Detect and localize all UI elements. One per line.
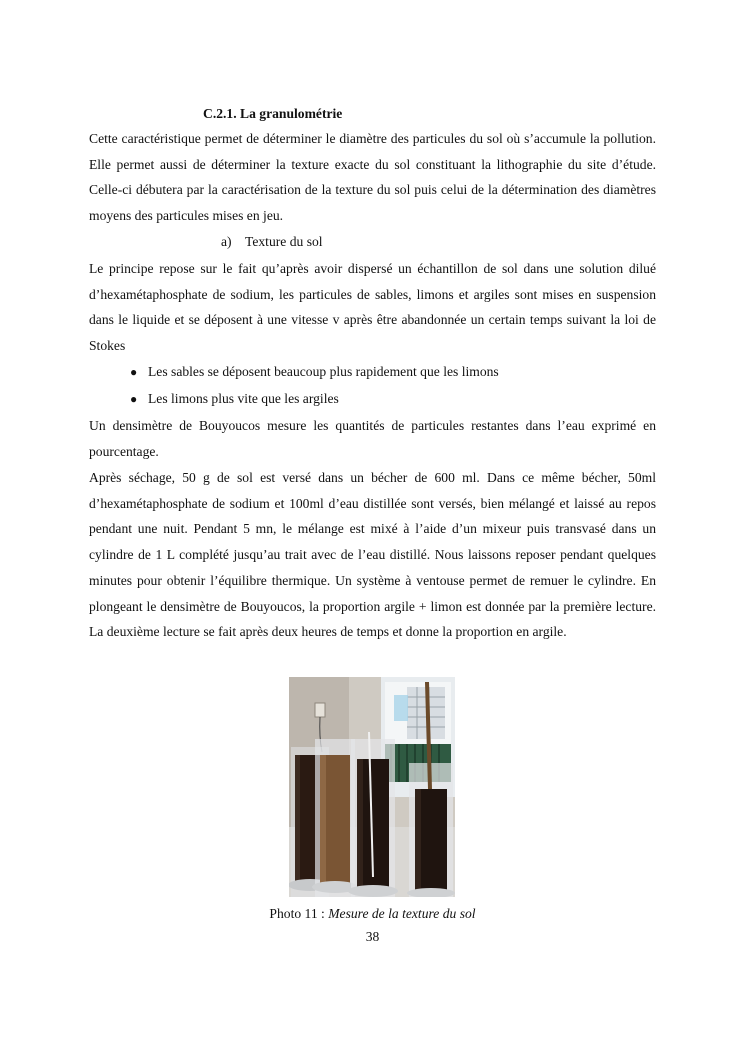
- bullet-text: Les limons plus vite que les argiles: [148, 391, 339, 406]
- list-item: [130, 364, 499, 380]
- intro-text: Cette caractéristique permet de déterminer le diamètre des particules du sol où s’accumule la pollution. Elle permet aussi de déterminer la texture exacte du sol constituant la lithographie du site d’étude. Celle-ci débutera par la caractérisation de la texture du sol puis celui de la détermination des diamètres moyens des particules mises en jeu.: [89, 131, 656, 224]
- list-item: [130, 391, 339, 407]
- densimeter-text: Un densimètre de Bouyoucos mesure les quantités de particules restantes dans l’eau exprimé en pourcentage.: [89, 418, 656, 459]
- bullet-icon: ●: [130, 392, 138, 406]
- section-heading: C.2.1. La granulométrie: [203, 106, 343, 121]
- page-number: 38: [365, 929, 380, 944]
- procedure-paragraph: [89, 465, 656, 645]
- figure-label: Photo 11 :: [269, 906, 325, 921]
- intro-paragraph: [89, 126, 656, 229]
- subsection-number: a): [221, 234, 232, 249]
- bullet-text: Les sables se déposent beaucoup plus rapidement que les limons: [148, 364, 499, 379]
- bullet-icon: ●: [130, 365, 138, 379]
- subsection-title: Texture du sol: [245, 234, 323, 249]
- procedure-text: Après séchage, 50 g de sol est versé dans un bécher de 600 ml. Dans ce même bécher, 50ml d’hexamétaphosphate de sodium et 100ml d’eau distillée sont versés, bien mélangé et laissé au repos pendant une nuit. Pendant 5 mn, le mélange est mixé à l’aide d’un mixeur puis transvasé dans un cylindre de 1 L complété jusqu’au trait avec de l’eau distillé. Nous laissons reposer pendant quelques minutes pour obtenir l’équilibre thermique. Un système à ventouse permet de remuer le cylindre. En plongeant le densimètre de Bouyoucos, la proportion argile + limon est donnée par la première lecture. La deuxième lecture se fait après deux heures de temps et donne la proportion en argile.: [89, 470, 656, 640]
- sedimentation-cylinders-photo: [289, 677, 455, 897]
- densimeter-paragraph: [89, 413, 656, 464]
- principle-text: Le principe repose sur le fait qu’après avoir dispersé un échantillon de sol dans une solution dilué d’hexamétaphosphate de sodium, les particules de sables, limons et argiles sont mises en suspension dans le liquide et se déposent à une vitesse v après être abandonnée un certain temps suivant la loi de Stokes: [89, 261, 656, 354]
- figure-caption: [0, 906, 745, 922]
- principle-paragraph: [89, 256, 656, 359]
- subsection-heading: [221, 234, 323, 250]
- figure-caption-text: Mesure de la texture du sol: [328, 906, 476, 921]
